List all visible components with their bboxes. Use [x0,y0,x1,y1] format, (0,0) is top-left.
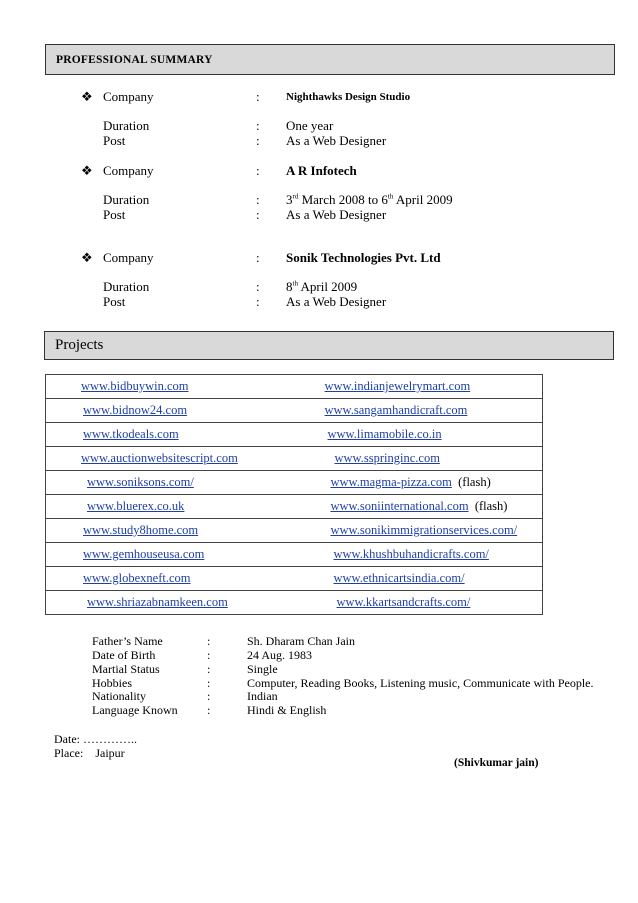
duration-value: 8th April 2009 [286,279,358,294]
colon: : [256,250,260,265]
personal-label: Nationality [92,689,146,703]
personal-label: Hobbies [92,676,132,690]
date-line [54,732,137,747]
colon: : [256,294,260,309]
colon: : [207,703,211,717]
personal-label: Date of Birth [92,648,156,662]
table-row [46,567,543,591]
personal-label: Language Known [92,703,178,717]
duration-label: Duration [103,279,150,294]
colon: : [207,662,211,676]
project-link[interactable]: www.ethnicartsindia.com/ [333,571,465,585]
personal-value: Single [247,662,278,676]
table-row [46,447,543,471]
project-link[interactable]: www.bluerex.co.uk [87,499,185,513]
colon: : [256,89,260,104]
post-label: Post [103,294,126,309]
company-name: Nighthawks Design Studio [286,91,411,103]
company-label: Company [103,163,154,178]
table-row [46,375,543,399]
company-label: Company [103,250,154,265]
personal-value: Hindi & English [247,703,327,717]
table-row [46,399,543,423]
colon: : [256,279,260,294]
place-label: Place: [54,746,84,760]
table-row [46,495,543,519]
bullet-icon: ❖ [81,250,93,265]
table-row [46,471,543,495]
place-value: Jaipur [95,746,125,760]
project-link[interactable]: www.gemhouseusa.com [83,547,205,561]
post-value: As a Web Designer [286,207,387,222]
signature-name: (Shivkumar jain) [454,757,539,769]
personal-value: Computer, Reading Books, Listening music, Communicate with People. [247,676,594,690]
project-link[interactable]: www.study8home.com [83,523,199,537]
colon: : [256,207,260,222]
date-value: ………….. [83,732,137,746]
duration-value: 3rd March 2008 to 6th April 2009 [286,192,453,207]
post-value: As a Web Designer [286,133,387,148]
personal-value: Indian [247,689,278,703]
colon: : [256,192,260,207]
projects-title: Projects [55,337,104,353]
personal-label: Martial Status [92,662,160,676]
project-link[interactable]: www.soniksons.com/ [87,475,194,489]
project-link[interactable]: www.sspringinc.com [334,451,440,465]
project-link[interactable]: www.globexneft.com [83,571,191,585]
post-value: As a Web Designer [286,294,387,309]
project-link[interactable]: www.tkodeals.com [83,427,179,441]
duration-label: Duration [103,118,150,133]
project-link[interactable]: www.limamobile.co.in [327,427,442,441]
bullet-icon: ❖ [81,89,93,104]
company-name: A R Infotech [286,163,357,178]
project-link[interactable]: www.khushbuhandicrafts.com/ [333,547,489,561]
project-link[interactable]: www.magma-pizza.com [330,475,452,489]
date-label: Date: [54,732,80,746]
project-link[interactable]: www.bidnow24.com [83,403,188,417]
table-row [46,591,543,615]
project-note: (flash) [458,475,491,489]
professional-summary-header [45,44,615,75]
colon: : [256,118,260,133]
project-link[interactable]: www.kkartsandcrafts.com/ [336,595,471,609]
project-link[interactable]: www.indianjewelrymart.com [324,379,471,393]
colon: : [207,634,211,648]
projects-table [45,374,543,615]
projects-header [44,331,614,360]
colon: : [207,676,211,690]
colon: : [207,648,211,662]
project-note: (flash) [474,499,508,513]
colon: : [256,133,260,148]
colon: : [207,689,211,703]
project-link[interactable]: www.bidbuywin.com [81,379,189,393]
company-name: Sonik Technologies Pvt. Ltd [286,250,441,265]
duration-value: One year [286,118,334,133]
table-row [46,423,543,447]
place-line [54,746,125,761]
post-label: Post [103,133,126,148]
project-link[interactable]: www.soniinternational.com [330,499,469,513]
project-link[interactable]: www.sonikimmigrationservices.com/ [330,523,518,537]
post-label: Post [103,207,126,222]
personal-label: Father’s Name [92,634,163,648]
project-link[interactable]: www.shriazabnamkeen.com [87,595,228,609]
colon: : [256,163,260,178]
table-row [46,543,543,567]
project-link[interactable]: www.sangamhandicraft.com [324,403,468,417]
professional-summary-title: PROFESSIONAL SUMMARY [56,54,213,66]
company-label: Company [103,89,154,104]
table-row [46,519,543,543]
project-link[interactable]: www.auctionwebsitescript.com [81,451,238,465]
personal-value: 24 Aug. 1983 [247,648,313,662]
duration-label: Duration [103,192,150,207]
bullet-icon: ❖ [81,163,93,178]
personal-value: Sh. Dharam Chan Jain [247,634,355,648]
